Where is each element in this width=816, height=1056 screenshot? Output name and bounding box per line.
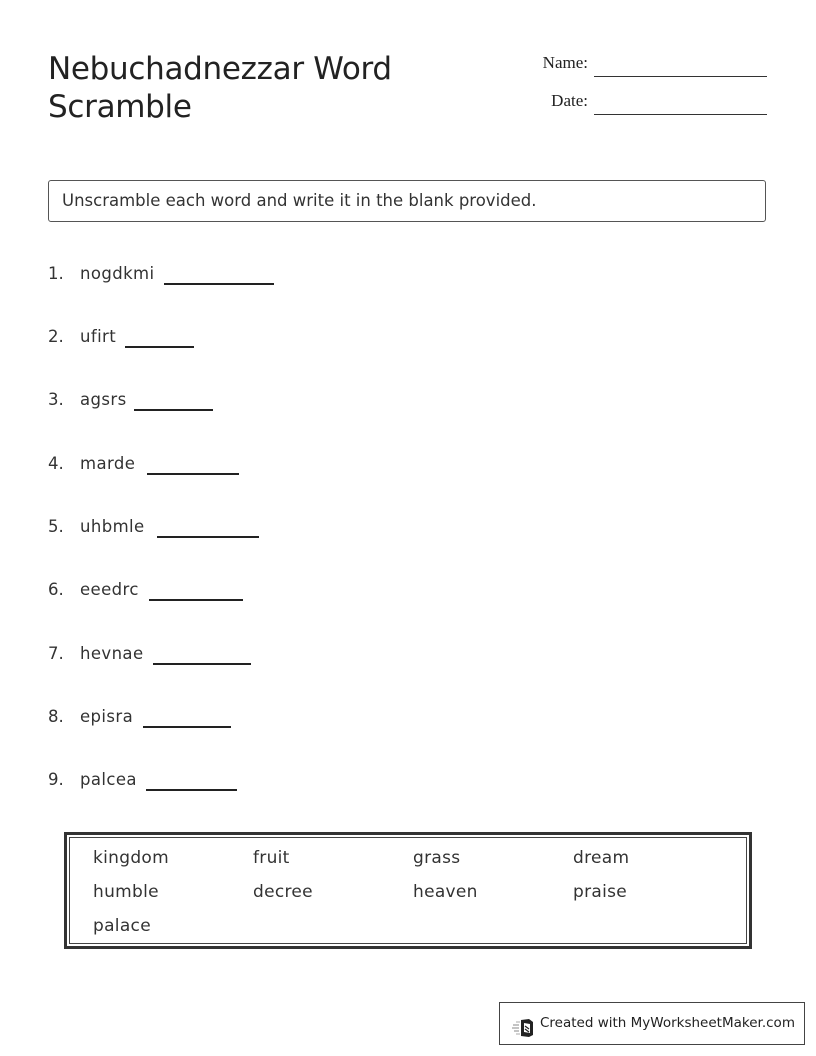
answer-blank[interactable] xyxy=(147,473,239,475)
instructions-box: Unscramble each word and write it in the blank provided. xyxy=(48,180,766,222)
answer-blank[interactable] xyxy=(153,663,251,665)
item-number: 6. xyxy=(48,580,64,599)
answer-blank[interactable] xyxy=(146,789,237,791)
name-input-line[interactable] xyxy=(594,76,767,77)
word-bank-item: dream xyxy=(573,848,630,868)
scrambled-word: palcea xyxy=(80,770,137,789)
name-field xyxy=(500,53,588,75)
word-bank-item: palace xyxy=(93,916,151,936)
word-bank xyxy=(64,832,752,949)
scrambled-word: episra xyxy=(80,707,134,726)
scrambled-word: uhbmle xyxy=(80,517,145,536)
item-number: 1. xyxy=(48,264,64,283)
word-bank-inner-border xyxy=(69,837,747,944)
item-number: 9. xyxy=(48,770,64,789)
word-bank-item: fruit xyxy=(253,848,290,868)
item-number: 7. xyxy=(48,644,64,663)
word-bank-item: humble xyxy=(93,882,159,902)
item-number: 8. xyxy=(48,707,64,726)
answer-blank[interactable] xyxy=(134,409,213,411)
answer-blank[interactable] xyxy=(125,346,194,348)
scrambled-word: hevnae xyxy=(80,644,144,663)
page-title: Nebuchadnezzar Word Scramble xyxy=(48,51,392,125)
word-bank-item: decree xyxy=(253,882,313,902)
word-bank-item: grass xyxy=(413,848,461,868)
name-label: Name: xyxy=(542,53,588,72)
answer-blank[interactable] xyxy=(157,536,259,538)
scrambled-word: agsrs xyxy=(80,390,127,409)
item-number: 5. xyxy=(48,517,64,536)
scrambled-word: eeedrc xyxy=(80,580,139,599)
scrambled-word: ufirt xyxy=(80,327,117,346)
item-number: 3. xyxy=(48,390,64,409)
answer-blank[interactable] xyxy=(143,726,231,728)
date-label: Date: xyxy=(551,91,588,110)
worksheet-maker-logo-icon xyxy=(512,1014,536,1034)
date-input-line[interactable] xyxy=(594,114,767,115)
answer-blank[interactable] xyxy=(149,599,243,601)
scrambled-word: nogdkmi xyxy=(80,264,155,283)
word-bank-item: praise xyxy=(573,882,628,902)
item-number: 2. xyxy=(48,327,64,346)
item-number: 4. xyxy=(48,454,64,473)
word-bank-item: heaven xyxy=(413,882,478,902)
word-bank-item: kingdom xyxy=(93,848,169,868)
credit-text[interactable]: Created with MyWorksheetMaker.com xyxy=(540,1015,795,1031)
answer-blank[interactable] xyxy=(164,283,274,285)
date-field xyxy=(500,91,588,113)
credit-badge[interactable] xyxy=(499,1002,805,1045)
scrambled-word: marde xyxy=(80,454,136,473)
